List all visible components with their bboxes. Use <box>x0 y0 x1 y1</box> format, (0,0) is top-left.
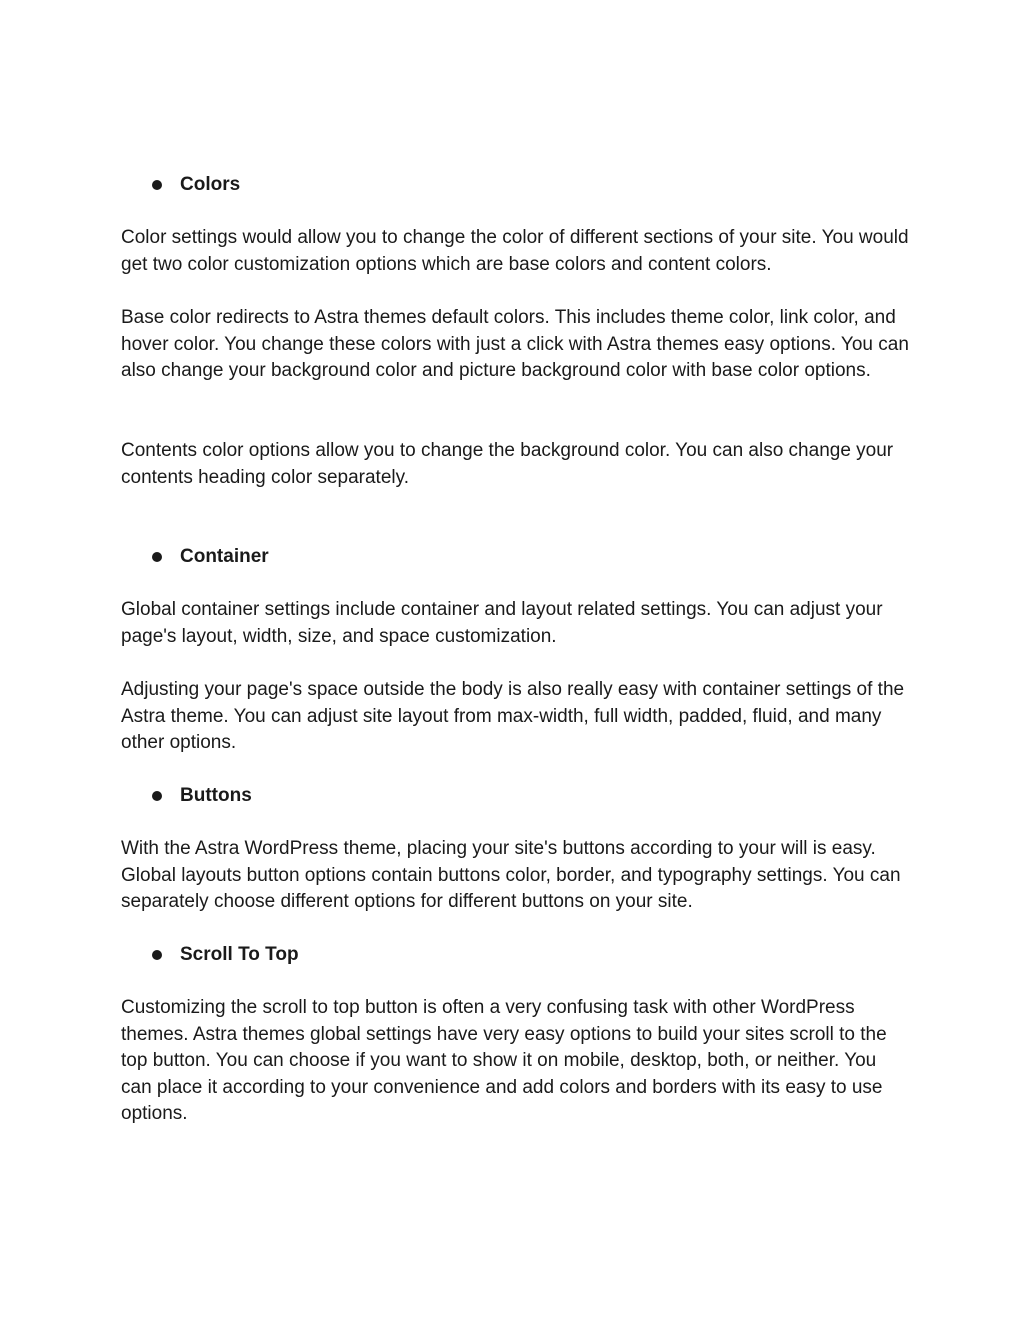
bullet-icon <box>152 950 162 960</box>
paragraph: Adjusting your page's space outside the body is also really easy with container settings of the Astra theme. You can adjust site layout from max-width, full width, padded, fluid, and many other options. <box>121 679 905 753</box>
heading-text: Scroll To Top <box>180 944 299 965</box>
paragraph: Contents color options allow you to change the background color. You can also change your contents heading color separately. <box>121 440 894 488</box>
paragraph: Color settings would allow you to change the color of different sections of your site. You would get two color customization options which are base colors and content colors. <box>121 227 909 275</box>
section-heading-colors <box>152 172 240 198</box>
paragraph: Base color redirects to Astra themes default colors. This includes theme color, link color, and hover color. You change these colors with just a click with Astra themes easy options. You can also change your background color and picture background color with base color options. <box>121 307 909 381</box>
heading-text: Container <box>180 546 269 567</box>
heading-text: Colors <box>180 174 241 195</box>
paragraph: Customizing the scroll to top button is often a very confusing task with other WordPress themes. Astra themes global settings have very easy options to build your sites scroll to the top button. You can choose if you want to show it on mobile, desktop, both, or neither. You can place it according to your convenience and add colors and borders with its easy to use options. <box>121 997 887 1124</box>
bullet-icon <box>152 552 162 562</box>
section-heading-container <box>152 544 269 570</box>
paragraph: Global container settings include container and layout related settings. You can adjust your page's layout, width, size, and space customization. <box>121 599 883 647</box>
bullet-icon <box>152 180 162 190</box>
heading-text: Buttons <box>180 785 252 806</box>
paragraph: With the Astra WordPress theme, placing your site's buttons according to your will is easy. Global layouts button options contain buttons color, border, and typography settings. You can separately choose different options for different buttons on your site. <box>121 838 901 912</box>
bullet-icon <box>152 791 162 801</box>
section-heading-buttons <box>152 783 252 809</box>
section-heading-scroll-to-top <box>152 942 299 968</box>
